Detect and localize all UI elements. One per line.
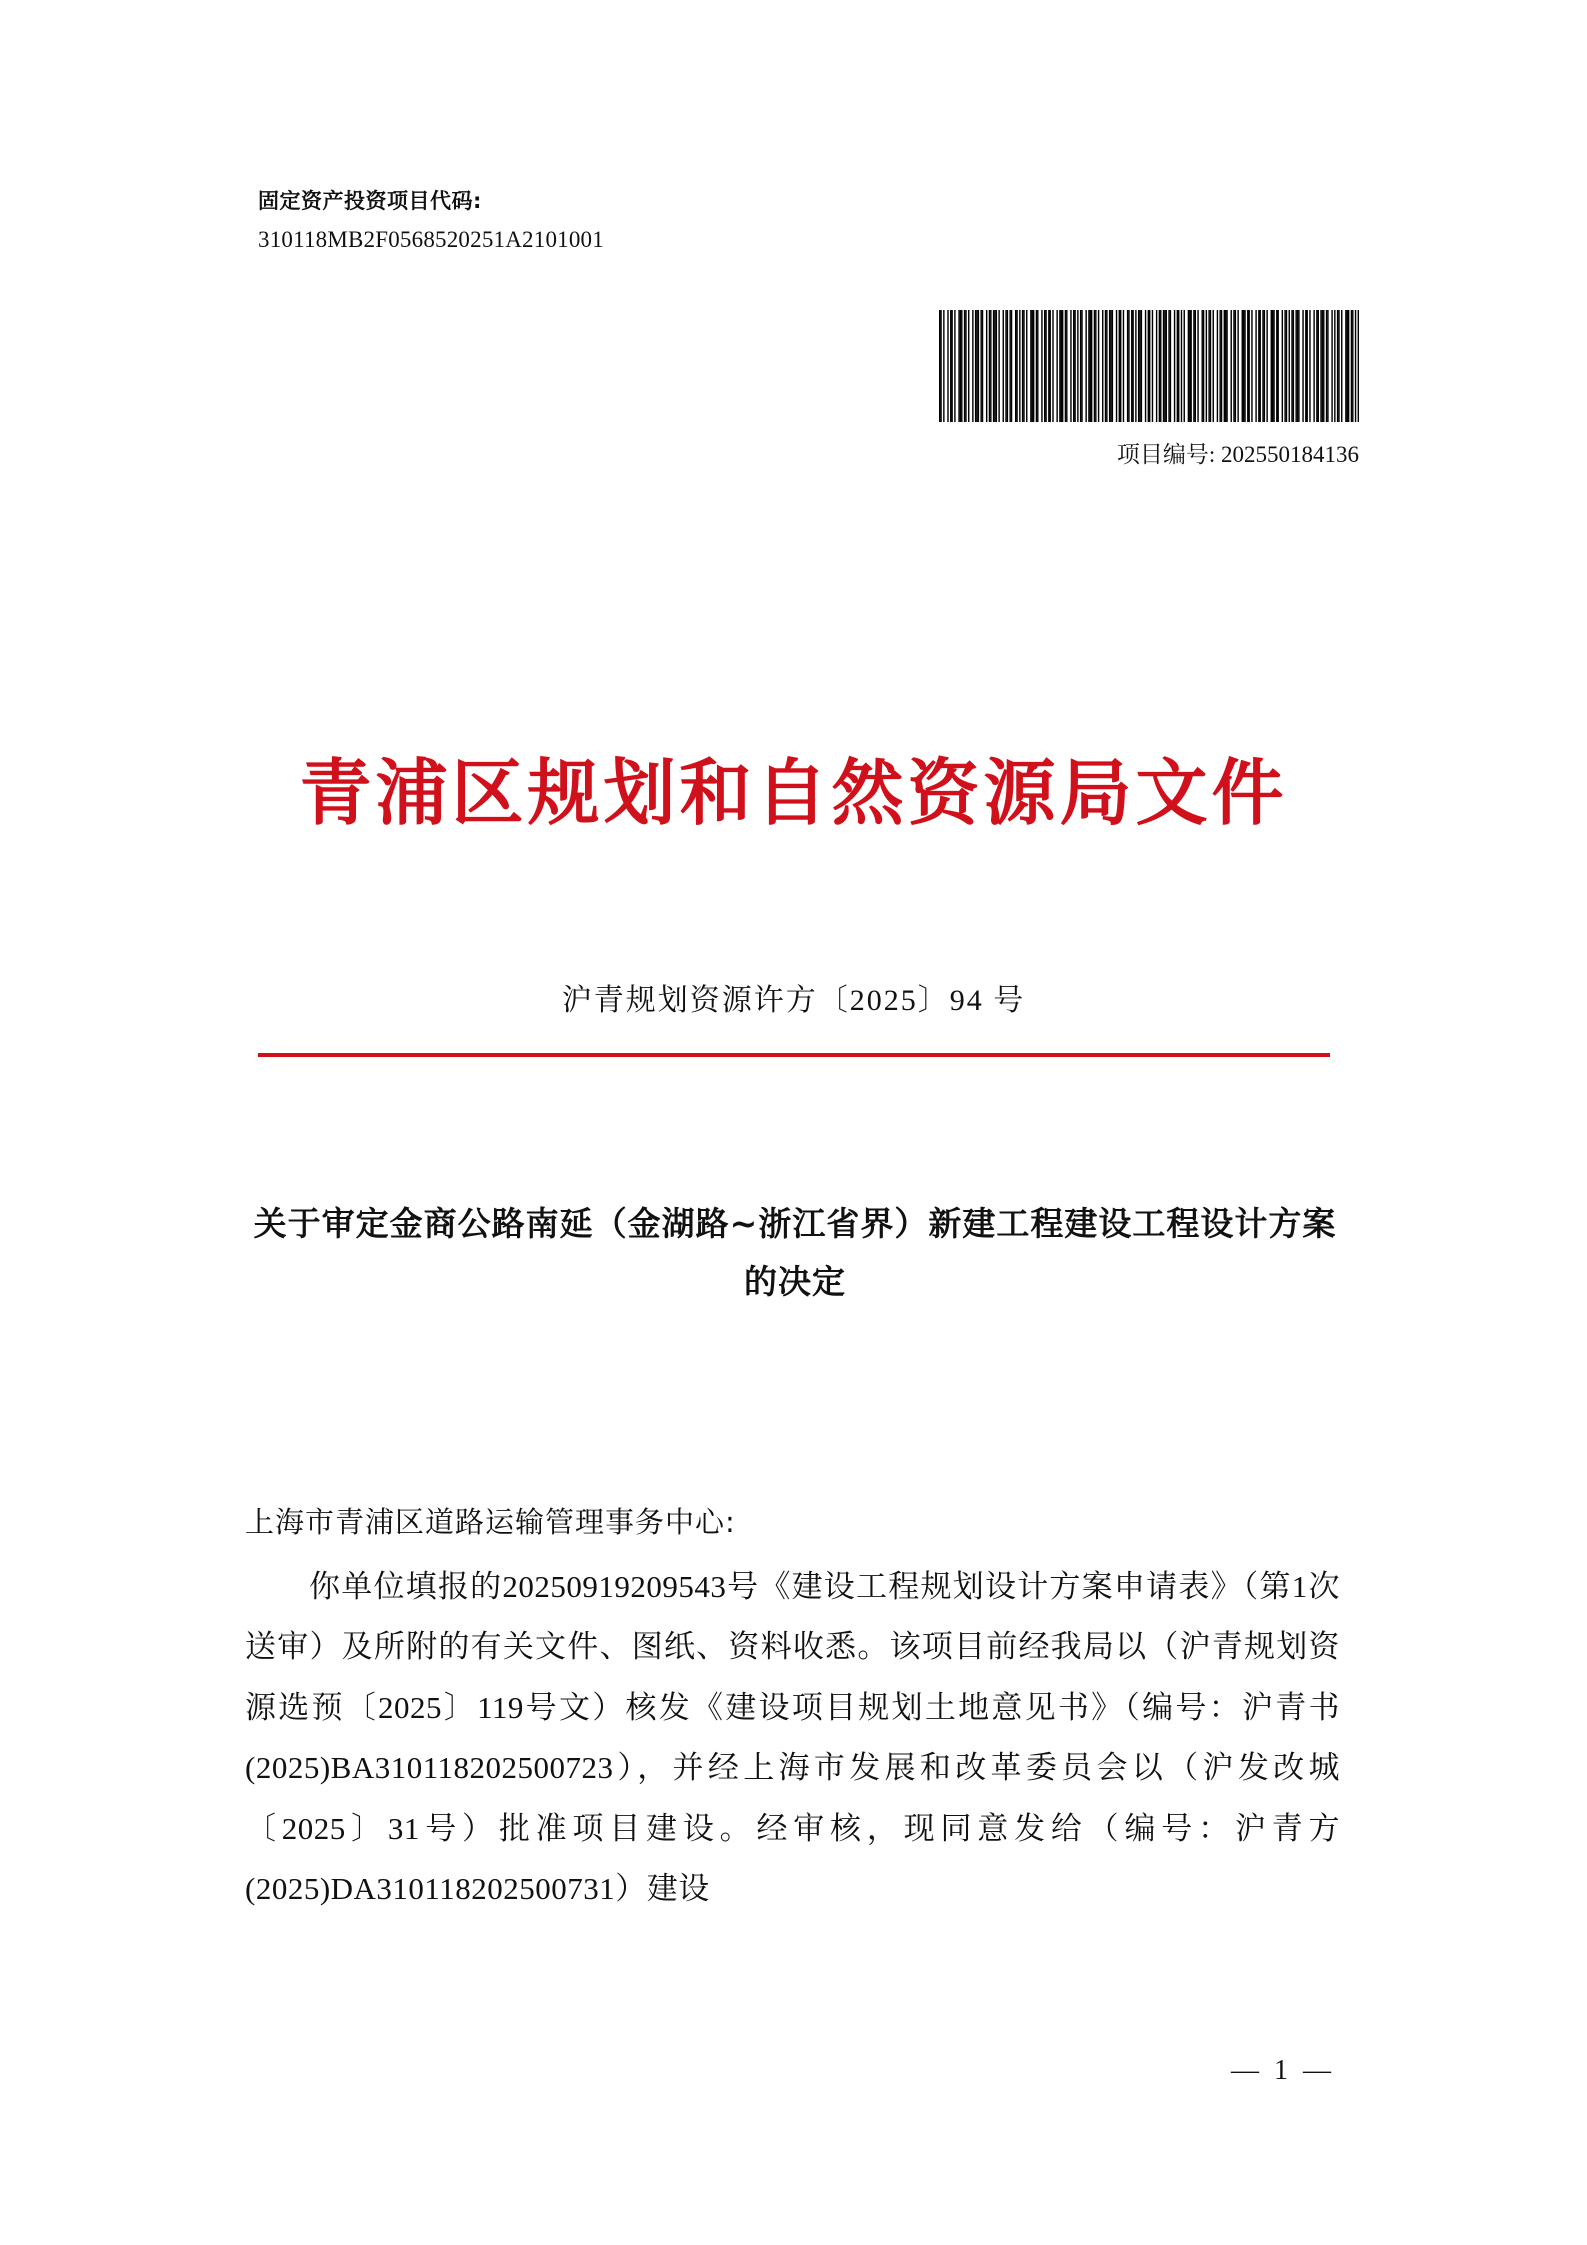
fixed-asset-code-value: 310118MB2F0568520251A2101001 — [258, 226, 604, 252]
page-number: — 1 — — [1231, 2055, 1335, 2086]
document-masthead-title: 青浦区规划和自然资源局文件 — [299, 751, 1288, 835]
document-serial-number: 沪青规划资源许方〔2025〕94 号 — [561, 984, 1026, 1017]
document-subject-title: 关于审定金商公路南延（金湖路~浙江省界）新建工程建设工程设计方案的决定 — [253, 1204, 1337, 1301]
body-paragraph: 你单位填报的20250919209543号《建设工程规划设计方案申请表》（第1次送审）及所附的有关文件、图纸、资料收悉。该项目前经我局以（沪青规划资源选预〔2025〕119号文）核发《建设项目规划土地意见书》（编号：沪青书(2025)BA310118202500723），并经上海市发展和改革委员会以（沪发改城〔2025〕31号）批准项目建设。经审核，现同意发给（编号：沪青方(2025)DA310118202500731）建设 — [245, 1569, 1340, 1907]
barcode-block — [939, 310, 1359, 469]
red-divider-rule — [258, 1053, 1330, 1057]
fixed-asset-code-block — [258, 185, 604, 257]
fixed-asset-code-label: 固定资产投资项目代码: — [258, 189, 482, 213]
barcode-icon — [939, 310, 1359, 422]
recipient-line: 上海市青浦区道路运输管理事务中心: — [245, 1505, 736, 1539]
project-number-caption: 项目编号: 202550184136 — [1116, 442, 1359, 467]
